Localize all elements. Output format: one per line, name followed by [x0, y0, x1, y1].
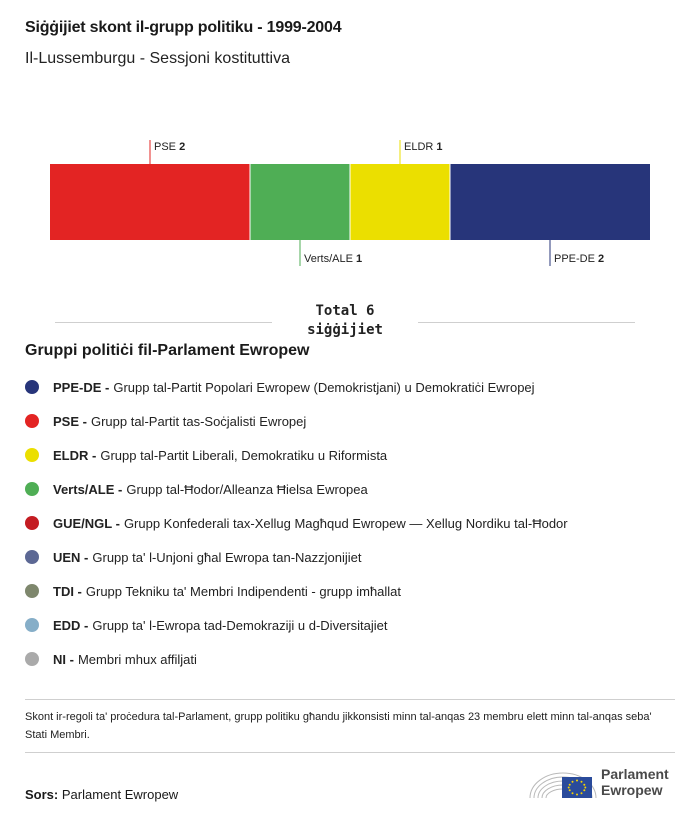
bar-segment-verts-ale: [250, 164, 350, 240]
legend-code: PPE-DE -: [53, 379, 110, 395]
legend-list: [25, 370, 685, 676]
legend-dot-icon: [25, 414, 39, 428]
legend-dot-icon: [25, 448, 39, 462]
total-seats-line1: Total 6: [315, 303, 375, 319]
data-label-name: Verts/ALE: [304, 253, 356, 265]
legend-text: Grupp Tekniku ta' Membri Indipendenti - grupp imħallat: [85, 583, 402, 599]
logo-text-line1: Parlament: [601, 766, 669, 782]
bar-segment-eldr: [350, 164, 450, 240]
data-label-value: 2: [179, 141, 186, 153]
legend-code: GUE/NGL -: [53, 515, 120, 531]
legend-item: [25, 472, 685, 506]
legend-text: Grupp tal-Ħodor/Alleanza Ħielsa Ewropea: [126, 481, 368, 497]
data-label: [154, 141, 185, 153]
legend-text: Grupp tal-Partit tas-Soċjalisti Ewropej: [90, 413, 307, 429]
source-value: Parlament Ewropew: [61, 787, 179, 802]
hemicycle-flag-icon: [528, 762, 598, 802]
data-label: [554, 253, 604, 265]
legend-text: Grupp tal-Partit Popolari Ewropew (Demokristjani) u Demokratiċi Ewropej: [113, 379, 535, 395]
legend-text: Membri mhux affiljati: [77, 651, 197, 667]
page-title: Siġġijiet skont il-grupp politiku - 1999-2004: [25, 19, 342, 36]
footer-divider-bottom: [25, 752, 675, 753]
legend-dot-icon: [25, 652, 39, 666]
legend-text: Grupp tal-Partit Liberali, Demokratiku u Riformista: [100, 447, 388, 463]
legend-item: [25, 574, 685, 608]
legend-code: TDI -: [53, 583, 82, 599]
legend-dot-icon: [25, 584, 39, 598]
logo-text: [601, 766, 669, 798]
legend-item: [25, 608, 685, 642]
legend-item: [25, 506, 685, 540]
legend-code: NI -: [53, 651, 74, 667]
total-divider-right: [418, 322, 635, 323]
parliament-logo: [528, 762, 678, 802]
legend-dot-icon: [25, 482, 39, 496]
legend-title: Gruppi politiċi fil-Parlament Ewropew: [25, 342, 310, 359]
total-divider-left: [55, 322, 272, 323]
legend-code: ELDR -: [53, 447, 97, 463]
page-subtitle: Il-Lussemburgu - Sessjoni kostituttiva: [25, 50, 290, 67]
logo-text-line2: Ewropew: [601, 782, 663, 798]
legend-code: PSE -: [53, 413, 87, 429]
legend-code: Verts/ALE -: [53, 481, 123, 497]
bar-segment-pse: [50, 164, 250, 240]
data-label: [304, 253, 362, 265]
bar-segment-ppe-de: [450, 164, 650, 240]
data-label: [404, 141, 443, 153]
source-line: [25, 787, 178, 802]
footer-divider-top: [25, 699, 675, 700]
data-label-name: PPE-DE: [554, 253, 599, 265]
legend-code: EDD -: [53, 617, 89, 633]
legend-dot-icon: [25, 550, 39, 564]
data-label-value: 1: [436, 141, 443, 153]
legend-item: [25, 404, 685, 438]
legend-dot-icon: [25, 618, 39, 632]
data-label-value: 2: [598, 253, 605, 265]
data-label-value: 1: [355, 253, 363, 265]
footer-note: Skont ir-regoli ta' proċedura tal-Parlament, grupp politiku għandu jikkonsisti minn tal-anqas 23 membru elett minn tal-anqas seba' Stati Membri.: [25, 711, 652, 741]
legend-item: [25, 370, 685, 404]
legend-item: [25, 438, 685, 472]
total-seats-label: [272, 302, 418, 340]
data-label-name: PSE: [154, 141, 180, 153]
legend-dot-icon: [25, 516, 39, 530]
seats-stacked-bar-chart: [0, 130, 700, 280]
legend-item: [25, 642, 685, 676]
legend-text: Grupp ta' l-Unjoni għal Ewropa tan-Nazzjonijiet: [92, 549, 362, 565]
legend-dot-icon: [25, 380, 39, 394]
legend-text: Grupp ta' l-Ewropa tad-Demokraziji u d-Diversitajiet: [92, 617, 388, 633]
total-seats: [55, 302, 635, 342]
source-label: Sors:: [25, 787, 59, 802]
data-label-name: ELDR: [404, 141, 437, 153]
legend-text: Grupp Konfederali tax-Xellug Magħqud Ewropew — Xellug Nordiku tal-Ħodor: [123, 515, 568, 531]
legend-item: [25, 540, 685, 574]
legend-code: UEN -: [53, 549, 89, 565]
total-seats-line2: siġġijiet: [307, 322, 383, 338]
